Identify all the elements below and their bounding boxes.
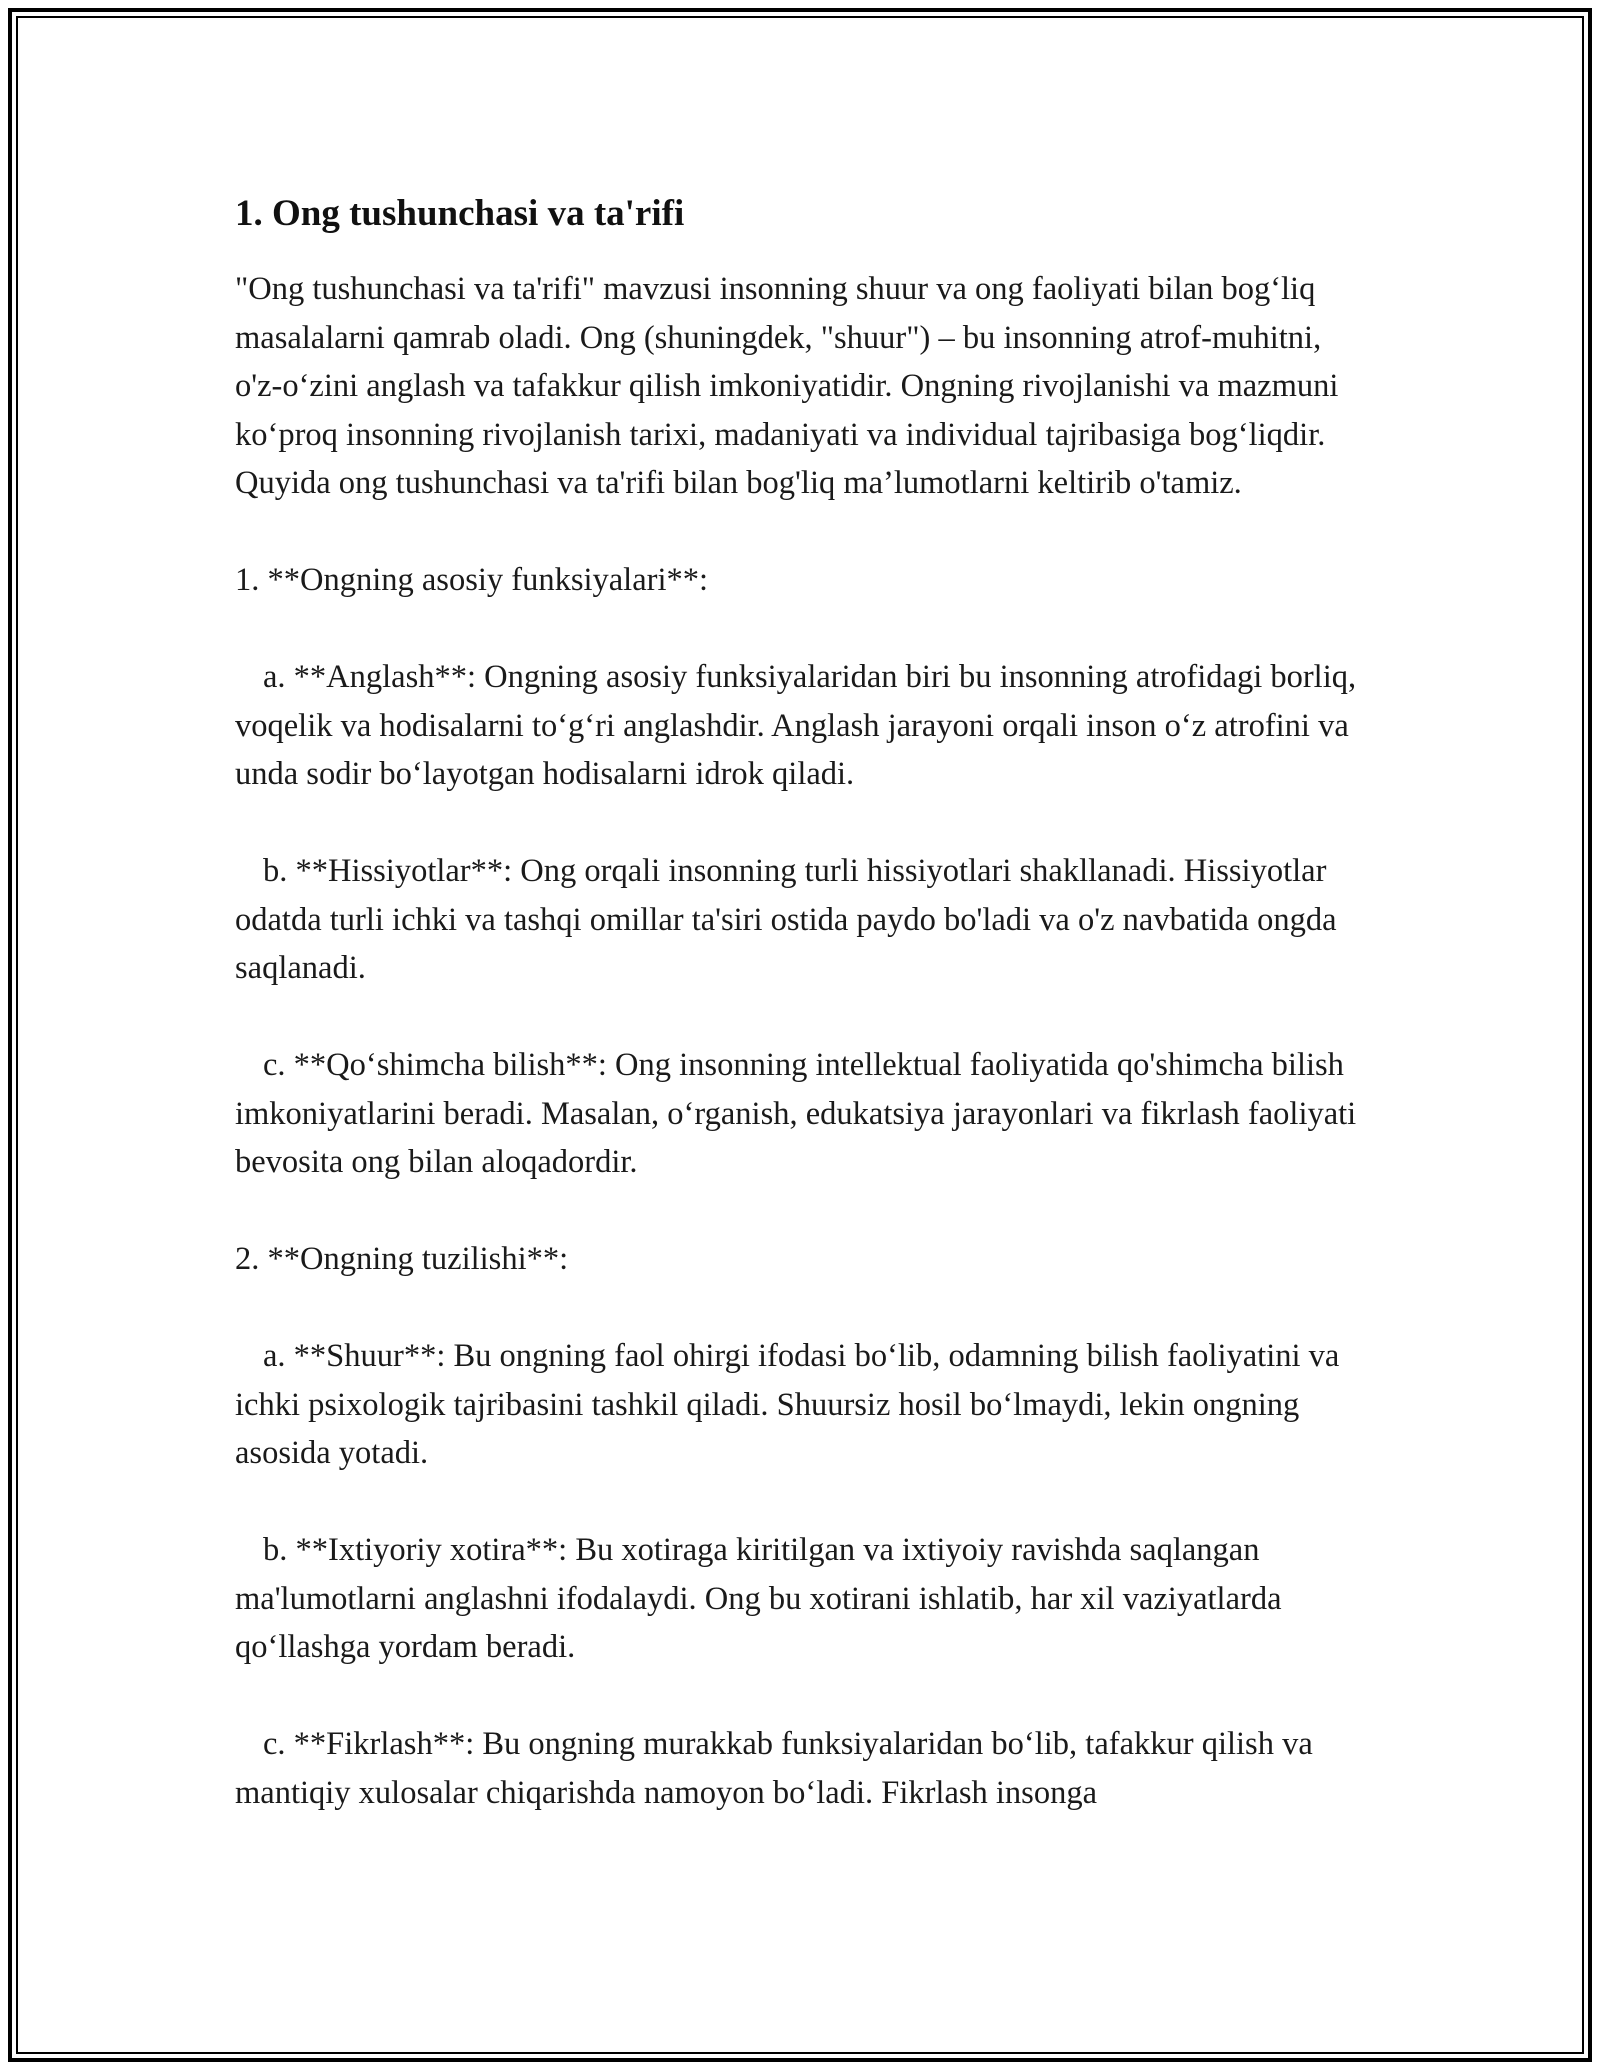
list-item-qoshimcha-bilish: c. **Qo‘shimcha bilish**: Ong insonning intellektual faoliyatida qo'shimcha bilish imkoniyatlarini beradi. Masalan, o‘rganish, edukatsiya jarayonlari va fikrlash faoliyati bevosita ong bilan aloqadordir. [235, 1047, 1357, 1180]
list-item-hissiyotlar: b. **Hissiyotlar**: Ong orqali insonning turli hissiyotlari shakllanadi. Hissiyotlar odatda turli ichki va tashqi omillar ta'siri ostida paydo bo'ladi va o'z navbatida ongda saqlanadi. [235, 853, 1337, 986]
list-item-fikrlash: c. **Fikrlash**: Bu ongning murakkab funksiyalaridan bo‘lib, tafakkur qilish va mantiqiy xulosalar chiqarishda namoyon bo‘ladi. Fikrlash insonga [235, 1726, 1313, 1811]
list-item-shuur: a. **Shuur**: Bu ongning faol ohirgi ifodasi bo‘lib, odamning bilish faoliyatini va ichki psixologik tajribasini tashkil qiladi. Shuursiz hosil bo‘lmaydi, lekin ongning asosida yotadi. [235, 1338, 1340, 1471]
list-item-ixtiyoriy-xotira: b. **Ixtiyoriy xotira**: Bu xotiraga kiritilgan va ixtiyoiy ravishda saqlangan ma'lumotlarni anglashni ifodalaydi. Ong bu xotirani ishlatib, har xil vaziyatlarda qo‘llashga yordam beradi. [235, 1532, 1282, 1665]
list-item-anglash: a. **Anglash**: Ongning asosiy funksiyalaridan biri bu insonning atrofidagi borliq, voqelik va hodisalarni to‘g‘ri anglashdir. Anglash jarayoni orqali inson o‘z atrofini va unda sodir bo‘layotgan hodisalarni idrok qiladi. [235, 659, 1357, 792]
intro-paragraph: "Ong tushunchasi va ta'rifi" mavzusi insonning shuur va ong faoliyati bilan bog‘liq masalalarni qamrab oladi. Ong (shuningdek, "shuur") – bu insonning atrof-muhitni, o'z-o‘zini anglash va tafakkur qilish imkoniyatidir. Ongning rivojlanishi va mazmuni ko‘proq insonning rivojlanish tarixi, madaniyati va individual tajribasiga bog‘liqdir. Quyida ong tushunchasi va ta'rifi bilan bog'liq ma’lumotlarni keltirib o'tamiz. [235, 271, 1339, 501]
list-heading-structure: 2. **Ongning tuzilishi**: [235, 1241, 569, 1277]
section-heading: 1. Ong tushunchasi va ta'rifi [235, 193, 685, 234]
list-heading-functions: 1. **Ongning asosiy funksiyalari**: [235, 562, 709, 598]
document-body [235, 185, 1375, 1866]
